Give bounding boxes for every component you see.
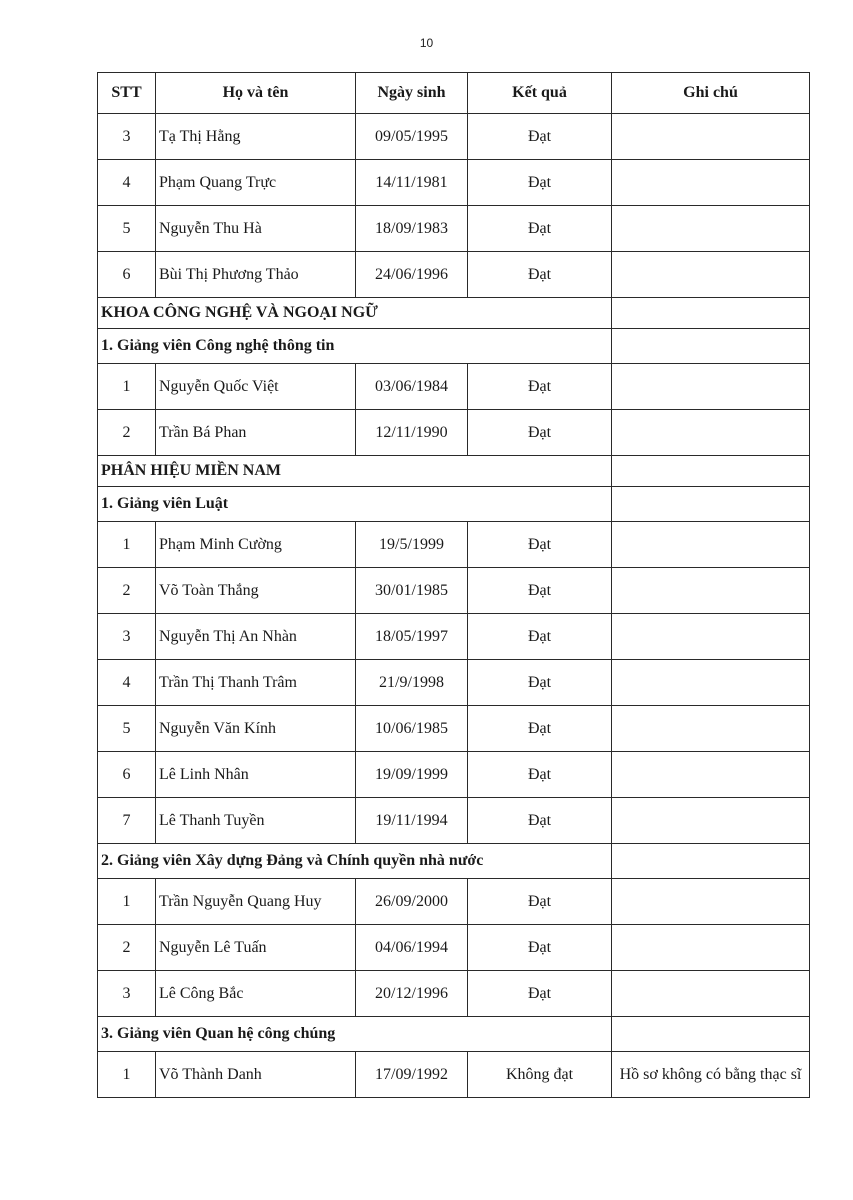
row-dob: 19/09/1999 (356, 752, 468, 798)
section-title: KHOA CÔNG NGHỆ VÀ NGOẠI NGỮ (98, 298, 612, 329)
row-name: Nguyễn Thị An Nhàn (156, 614, 356, 660)
row-name: Tạ Thị Hằng (156, 114, 356, 160)
subsection-row (98, 844, 810, 879)
row-dob: 21/9/1998 (356, 660, 468, 706)
row-result: Đạt (468, 798, 612, 844)
row-result: Đạt (468, 410, 612, 456)
row-name: Phạm Quang Trực (156, 160, 356, 206)
row-stt: 2 (98, 410, 156, 456)
row-result: Không đạt (468, 1052, 612, 1098)
row-name: Võ Thành Danh (156, 1052, 356, 1098)
row-dob: 19/11/1994 (356, 798, 468, 844)
row-note (612, 329, 810, 364)
row-note (612, 522, 810, 568)
row-note (612, 298, 810, 329)
table-row (98, 364, 810, 410)
row-note (612, 252, 810, 298)
row-stt: 1 (98, 1052, 156, 1098)
subsection-title: 3. Giảng viên Quan hệ công chúng (98, 1017, 612, 1052)
row-stt: 1 (98, 522, 156, 568)
table-row (98, 410, 810, 456)
row-result: Đạt (468, 660, 612, 706)
row-note (612, 1017, 810, 1052)
row-name: Phạm Minh Cường (156, 522, 356, 568)
row-note (612, 798, 810, 844)
header-row (98, 73, 810, 114)
table-row (98, 522, 810, 568)
results-table (97, 72, 810, 1098)
row-name: Trần Thị Thanh Trâm (156, 660, 356, 706)
row-result: Đạt (468, 206, 612, 252)
row-note (612, 206, 810, 252)
subsection-row (98, 1017, 810, 1052)
row-name: Nguyễn Văn Kính (156, 706, 356, 752)
row-name: Nguyễn Quốc Việt (156, 364, 356, 410)
row-result: Đạt (468, 522, 612, 568)
row-dob: 04/06/1994 (356, 925, 468, 971)
row-result: Đạt (468, 364, 612, 410)
header-stt: STT (98, 73, 156, 114)
row-note (612, 660, 810, 706)
section-row (98, 298, 810, 329)
row-result: Đạt (468, 706, 612, 752)
row-result: Đạt (468, 752, 612, 798)
row-name: Lê Công Bắc (156, 971, 356, 1017)
row-stt: 5 (98, 206, 156, 252)
section-row (98, 456, 810, 487)
row-note (612, 364, 810, 410)
header-note: Ghi chú (612, 73, 810, 114)
row-note (612, 456, 810, 487)
section-title: PHÂN HIỆU MIỀN NAM (98, 456, 612, 487)
table-row (98, 614, 810, 660)
row-result: Đạt (468, 160, 612, 206)
row-note (612, 614, 810, 660)
row-dob: 12/11/1990 (356, 410, 468, 456)
table-row (98, 798, 810, 844)
row-dob: 10/06/1985 (356, 706, 468, 752)
row-dob: 03/06/1984 (356, 364, 468, 410)
row-note (612, 706, 810, 752)
table-row (98, 252, 810, 298)
table-row (98, 206, 810, 252)
table-row (98, 114, 810, 160)
row-note (612, 568, 810, 614)
row-stt: 3 (98, 971, 156, 1017)
row-dob: 19/5/1999 (356, 522, 468, 568)
row-stt: 5 (98, 706, 156, 752)
row-result: Đạt (468, 971, 612, 1017)
table-row (98, 879, 810, 925)
header-dob: Ngày sinh (356, 73, 468, 114)
row-name: Trần Nguyễn Quang Huy (156, 879, 356, 925)
row-stt: 6 (98, 252, 156, 298)
row-note (612, 752, 810, 798)
row-name: Trần Bá Phan (156, 410, 356, 456)
row-stt: 1 (98, 879, 156, 925)
row-dob: 18/05/1997 (356, 614, 468, 660)
row-result: Đạt (468, 614, 612, 660)
subsection-title: 2. Giảng viên Xây dựng Đảng và Chính quyền nhà nước (98, 844, 612, 879)
row-stt: 1 (98, 364, 156, 410)
row-stt: 6 (98, 752, 156, 798)
table-row (98, 706, 810, 752)
row-name: Nguyễn Lê Tuấn (156, 925, 356, 971)
row-note (612, 971, 810, 1017)
row-dob: 20/12/1996 (356, 971, 468, 1017)
header-result: Kết quả (468, 73, 612, 114)
row-dob: 30/01/1985 (356, 568, 468, 614)
row-stt: 2 (98, 568, 156, 614)
page-number: 10 (419, 36, 434, 50)
row-name: Bùi Thị Phương Thảo (156, 252, 356, 298)
table-row (98, 1052, 810, 1098)
table-row (98, 160, 810, 206)
row-note (612, 160, 810, 206)
row-dob: 24/06/1996 (356, 252, 468, 298)
subsection-row (98, 329, 810, 364)
row-result: Đạt (468, 252, 612, 298)
row-dob: 14/11/1981 (356, 160, 468, 206)
row-stt: 3 (98, 614, 156, 660)
row-stt: 3 (98, 114, 156, 160)
row-dob: 18/09/1983 (356, 206, 468, 252)
row-note (612, 410, 810, 456)
row-name: Lê Linh Nhân (156, 752, 356, 798)
row-name: Lê Thanh Tuyền (156, 798, 356, 844)
subsection-title: 1. Giảng viên Luật (98, 487, 612, 522)
table-row (98, 971, 810, 1017)
row-stt: 4 (98, 160, 156, 206)
row-result: Đạt (468, 879, 612, 925)
row-result: Đạt (468, 568, 612, 614)
table-row (98, 568, 810, 614)
row-stt: 4 (98, 660, 156, 706)
subsection-row (98, 487, 810, 522)
row-note (612, 487, 810, 522)
header-name: Họ và tên (156, 73, 356, 114)
table-body (98, 114, 810, 1098)
row-stt: 7 (98, 798, 156, 844)
row-note (612, 844, 810, 879)
row-dob: 17/09/1992 (356, 1052, 468, 1098)
row-dob: 26/09/2000 (356, 879, 468, 925)
table-row (98, 660, 810, 706)
row-result: Đạt (468, 114, 612, 160)
row-result: Đạt (468, 925, 612, 971)
row-dob: 09/05/1995 (356, 114, 468, 160)
table-row (98, 752, 810, 798)
row-note: Hồ sơ không có bằng thạc sĩ (612, 1052, 810, 1098)
row-note (612, 925, 810, 971)
table-row (98, 925, 810, 971)
row-note (612, 114, 810, 160)
row-stt: 2 (98, 925, 156, 971)
row-note (612, 879, 810, 925)
row-name: Võ Toàn Thắng (156, 568, 356, 614)
row-name: Nguyễn Thu Hà (156, 206, 356, 252)
subsection-title: 1. Giảng viên Công nghệ thông tin (98, 329, 612, 364)
